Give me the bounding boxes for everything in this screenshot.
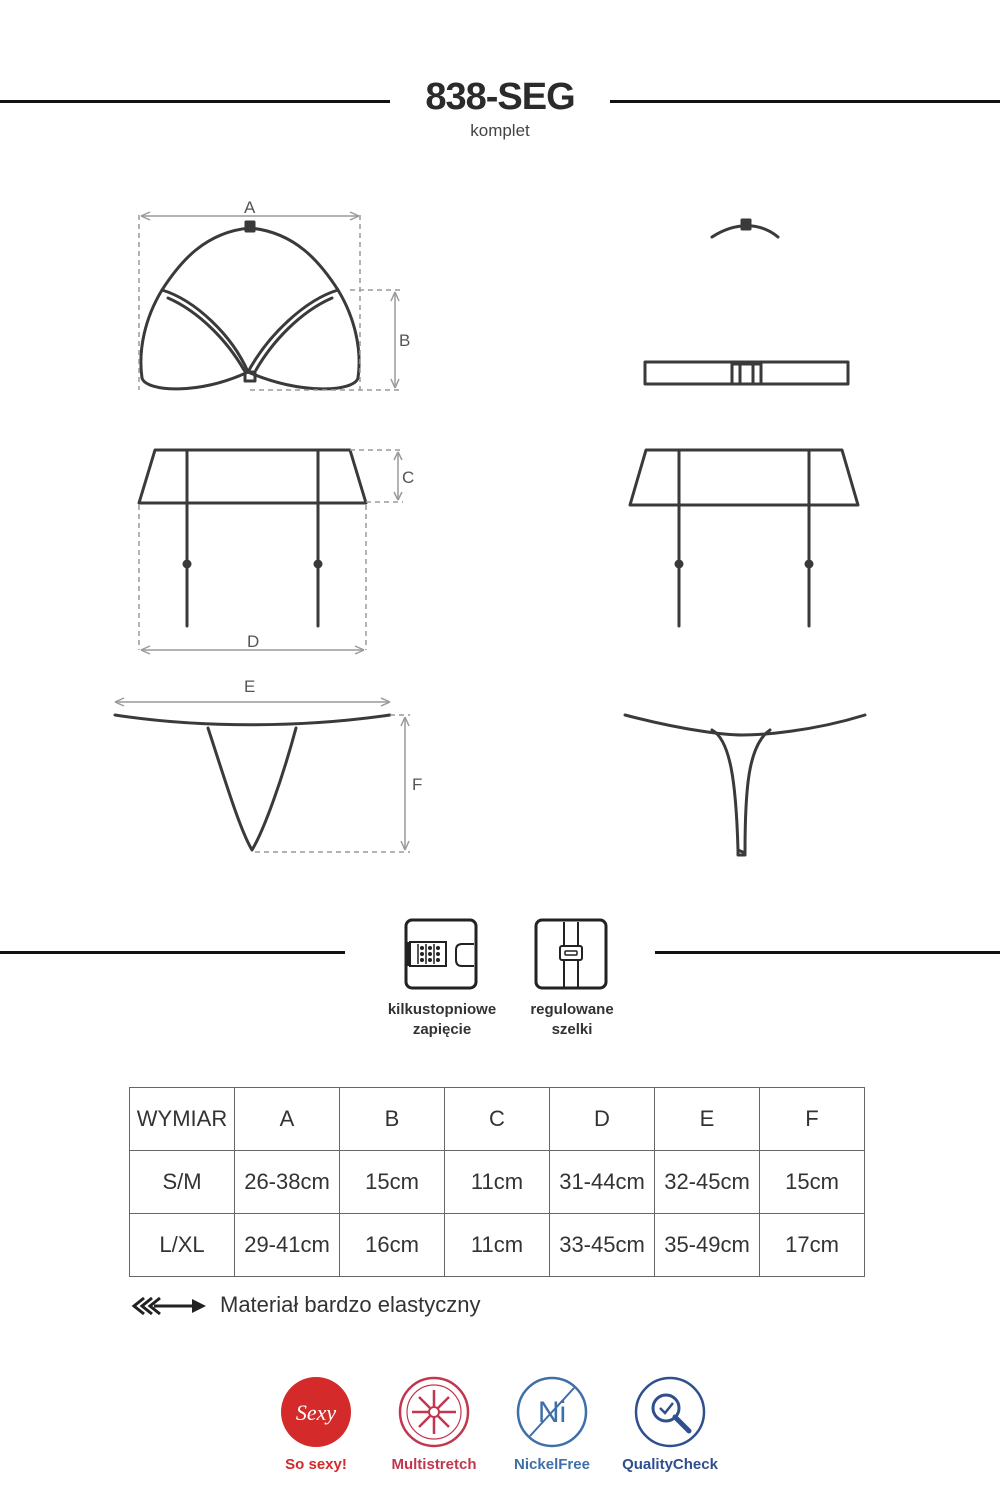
size-table-header-cell: D xyxy=(550,1088,655,1151)
product-subtitle: komplet xyxy=(470,121,530,140)
size-table-cell: 15cm xyxy=(760,1151,865,1214)
multi-hook-clasp-icon xyxy=(404,918,480,992)
size-table-header-cell: C xyxy=(445,1088,550,1151)
size-table-cell: 15cm xyxy=(340,1151,445,1214)
size-table-cell: 11cm xyxy=(445,1214,550,1277)
size-table-cell: 29-41cm xyxy=(235,1214,340,1277)
dimension-label-f: F xyxy=(412,775,423,794)
size-table xyxy=(129,1087,865,1277)
nickel-free-badge-label: NickelFree xyxy=(514,1456,590,1473)
size-table-header-cell: B xyxy=(340,1088,445,1151)
adjustable-strap-icon xyxy=(534,918,610,992)
feature-strap-line1: regulowane xyxy=(530,1001,614,1018)
size-table-header-row xyxy=(130,1088,865,1151)
so-sexy-badge-icon xyxy=(280,1376,352,1448)
dimension-lines xyxy=(115,212,410,852)
dimension-label-d: D xyxy=(247,632,260,651)
feature-strap-line2: szelki xyxy=(551,1021,593,1038)
product-title: 838-SEG xyxy=(425,76,575,118)
size-table-cell: 11cm xyxy=(445,1151,550,1214)
multistretch-badge-label: Multistretch xyxy=(391,1456,477,1473)
material-note: Materiał bardzo elastyczny xyxy=(220,1292,481,1317)
feature-strap-label xyxy=(502,1000,642,1040)
garter-belt-front-drawing xyxy=(139,450,366,626)
size-table-header-cell: F xyxy=(760,1088,865,1151)
thong-front-drawing xyxy=(115,715,390,850)
size-table-row xyxy=(130,1214,865,1277)
size-table-cell: 17cm xyxy=(760,1214,865,1277)
size-table-cell: 35-49cm xyxy=(655,1214,760,1277)
size-table-cell: 31-44cm xyxy=(550,1151,655,1214)
feature-clasp-label xyxy=(372,1000,512,1040)
dimension-label-a: A xyxy=(244,198,256,217)
dimension-label-b: B xyxy=(399,331,411,350)
features-rule-right xyxy=(655,951,1000,954)
so-sexy-badge-text: Sexy xyxy=(295,1400,337,1425)
size-table-cell: 32-45cm xyxy=(655,1151,760,1214)
size-table-cell: 33-45cm xyxy=(550,1214,655,1277)
dimension-label-c: C xyxy=(402,468,415,487)
bra-back-drawing xyxy=(645,220,848,384)
garter-belt-back-drawing xyxy=(630,450,858,626)
so-sexy-badge-label: So sexy! xyxy=(285,1456,347,1473)
size-table-header-cell: A xyxy=(235,1088,340,1151)
multistretch-badge-icon xyxy=(398,1376,470,1448)
thong-back-drawing xyxy=(625,715,865,855)
size-table-header-cell: WYMIAR xyxy=(130,1088,235,1151)
size-table-cell: 26-38cm xyxy=(235,1151,340,1214)
feature-clasp-line1: kilkustopniowe xyxy=(387,1001,497,1018)
dimension-label-e: E xyxy=(244,677,256,696)
quality-check-badge-label: QualityCheck xyxy=(622,1456,718,1473)
quality-check-badge-icon xyxy=(634,1376,706,1448)
nickel-free-badge-icon xyxy=(516,1376,588,1448)
features-rule-left xyxy=(0,951,345,954)
size-table-cell: S/M xyxy=(130,1151,235,1214)
size-table-cell: 16cm xyxy=(340,1214,445,1277)
size-table-header-cell: E xyxy=(655,1088,760,1151)
feature-clasp-line2: zapięcie xyxy=(412,1021,472,1038)
stretch-arrows-icon xyxy=(130,1296,210,1316)
size-table-row xyxy=(130,1151,865,1214)
size-table-cell: L/XL xyxy=(130,1214,235,1277)
nickel-free-badge-text: Ni xyxy=(537,1396,567,1429)
bra-front-drawing xyxy=(141,222,359,389)
